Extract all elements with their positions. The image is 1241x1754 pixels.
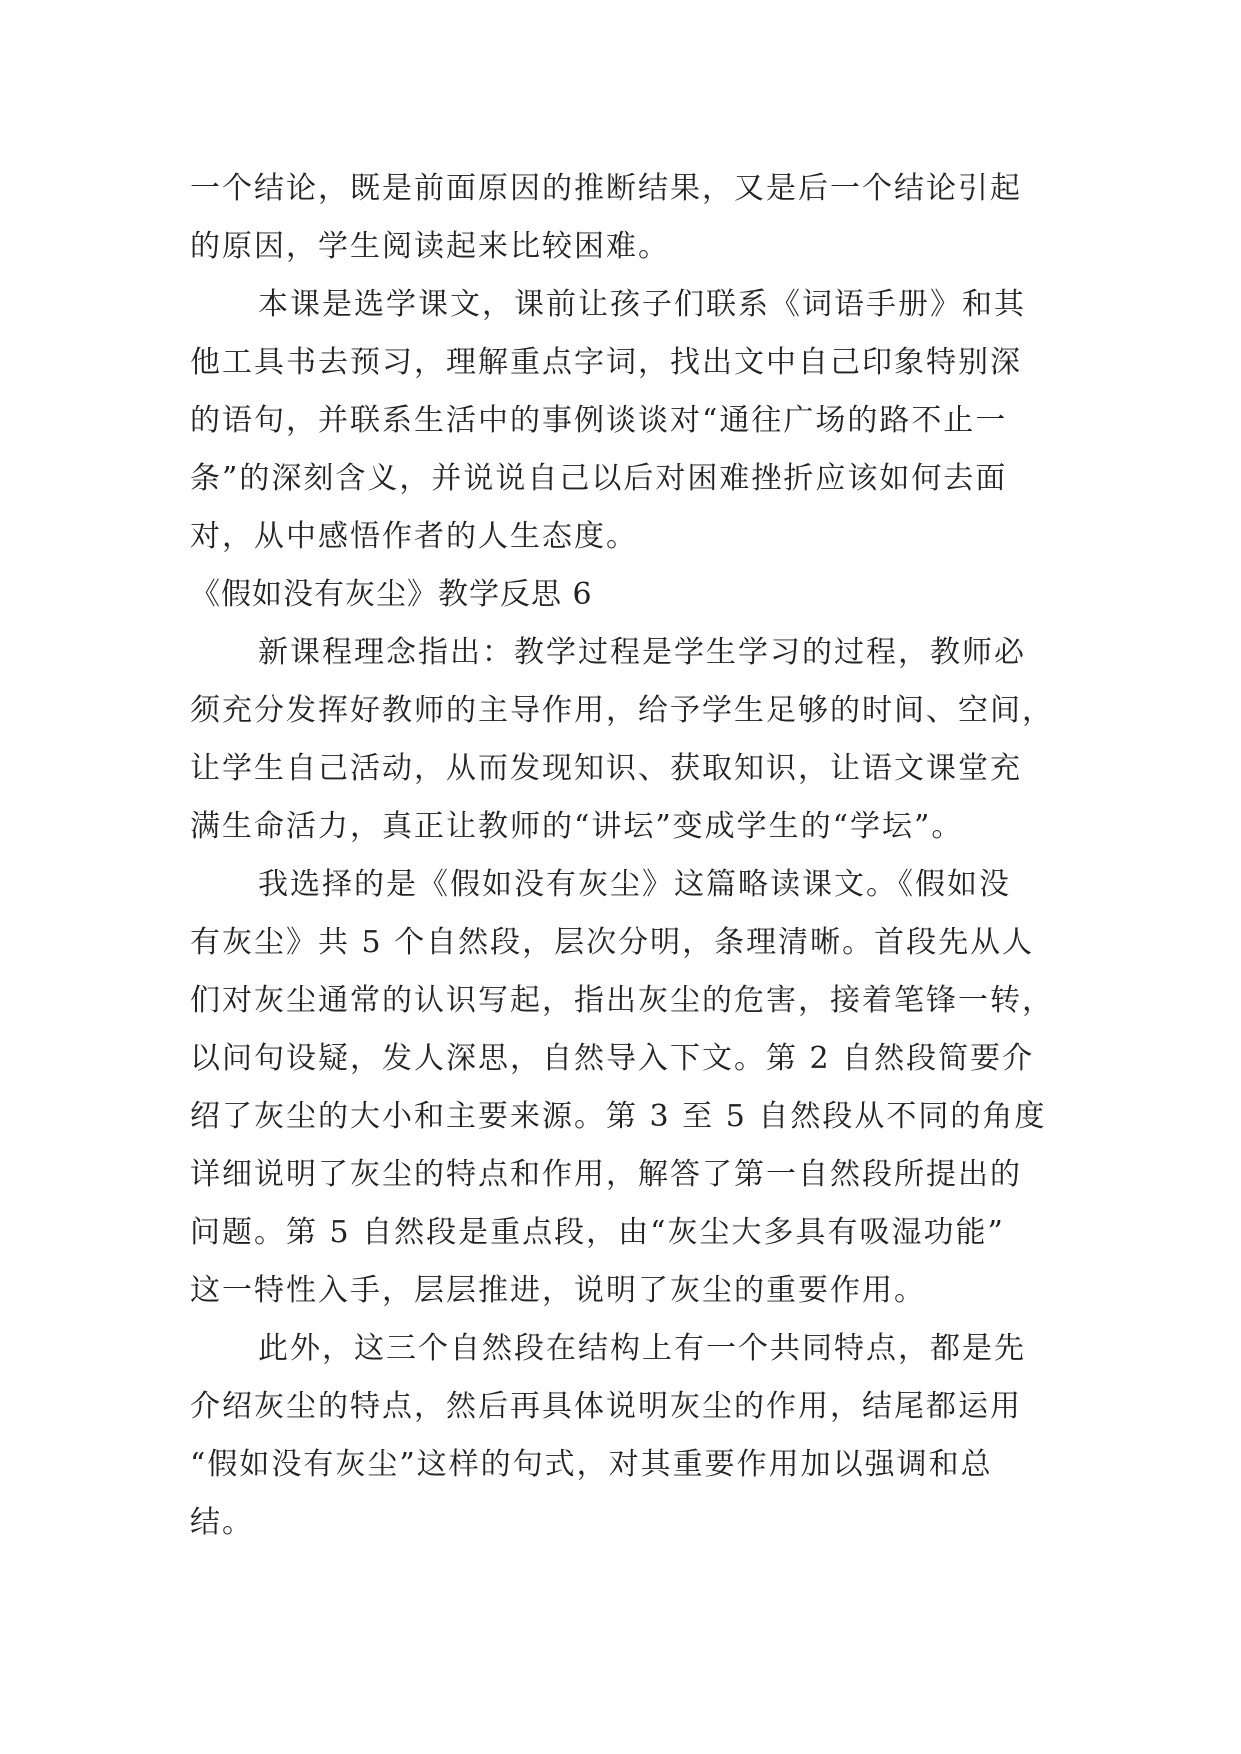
document-body [190, 160, 1054, 1552]
text-line: 问题。第 5 自然段是重点段，由“灰尘大多具有吸湿功能” [190, 1215, 1005, 1250]
text-line: 我选择的是《假如没有灰尘》这篇略读课文。《假如没 [258, 867, 1011, 902]
paragraph-continued [190, 160, 1050, 276]
text-line: 的原因，学生阅读起来比较困难。 [190, 229, 670, 264]
text-line: 满生命活力，真正让教师的“讲坛”变成学生的“学坛”。 [190, 809, 964, 844]
paragraph [190, 1320, 1050, 1552]
text-line: 们对灰尘通常的认识写起，指出灰尘的危害，接着笔锋一转， [190, 983, 1054, 1018]
text-line: 本课是选学课文，课前让孩子们联系《词语手册》和其 [258, 287, 1026, 322]
text-line: 详细说明了灰尘的特点和作用，解答了第一自然段所提出的 [190, 1157, 1022, 1192]
text-line: 对，从中感悟作者的人生态度。 [190, 519, 638, 554]
text-line: 以问句设疑，发人深思，自然导入下文。第 2 自然段简要介 [190, 1041, 1035, 1076]
text-line: 条”的深刻含义，并说说自己以后对困难挫折应该如何去面 [190, 461, 1008, 496]
text-line: 此外，这三个自然段在结构上有一个共同特点，都是先 [258, 1331, 1026, 1366]
text-line: 的语句，并联系生活中的事例谈谈对“通往广场的路不止一 [190, 403, 1008, 438]
text-line: 结。 [190, 1505, 254, 1540]
paragraph [190, 624, 1054, 856]
text-line: 须充分发挥好教师的主导作用，给予学生足够的时间、空间， [190, 693, 1054, 728]
paragraph [190, 856, 1054, 1320]
text-line: 一个结论，既是前面原因的推断结果，又是后一个结论引起 [190, 171, 1022, 206]
text-line: 他工具书去预习，理解重点字词，找出文中自己印象特别深 [190, 345, 1022, 380]
text-line: 让学生自己活动，从而发现知识、获取知识，让语文课堂充 [190, 751, 1022, 786]
text-line: 新课程理念指出：教学过程是学生学习的过程，教师必 [258, 635, 1026, 670]
text-line: “假如没有灰尘”这样的句式，对其重要作用加以强调和总 [190, 1447, 993, 1482]
text-line: 绍了灰尘的大小和主要来源。第 3 至 5 自然段从不同的角度 [190, 1099, 1047, 1134]
section-heading [190, 566, 1050, 624]
text-line: 这一特性入手，层层推进，说明了灰尘的重要作用。 [190, 1273, 926, 1308]
heading-text: 《假如没有灰尘》教学反思 6 [190, 577, 593, 612]
text-line: 介绍灰尘的特点，然后再具体说明灰尘的作用，结尾都运用 [190, 1389, 1022, 1424]
paragraph [190, 276, 1050, 566]
text-line: 有灰尘》共 5 个自然段，层次分明，条理清晰。首段先从人 [190, 925, 1035, 960]
